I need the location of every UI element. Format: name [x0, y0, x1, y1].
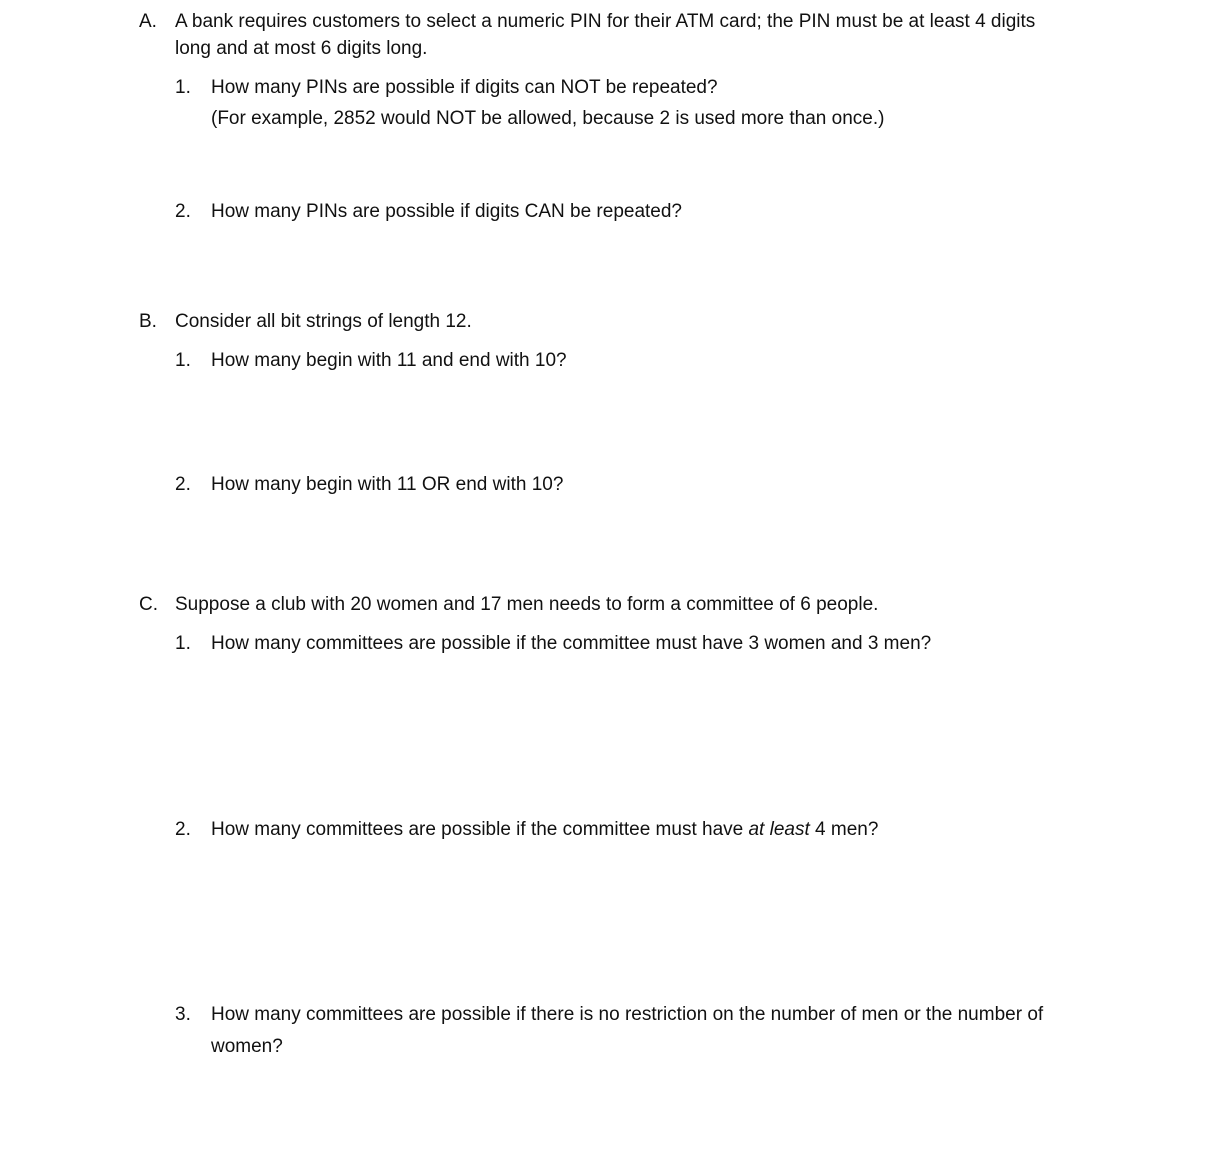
- section-b-text: Consider all bit strings of length 12.: [175, 311, 472, 332]
- question-b1-number: 1.: [175, 350, 191, 371]
- question-c3-text-line1: How many committees are possible if there is no restriction on the number of men or the number of: [211, 1004, 1044, 1025]
- question-b1-text: How many begin with 11 and end with 10?: [211, 350, 567, 371]
- section-a-text-line2: long and at most 6 digits long.: [175, 38, 428, 59]
- question-c2-text-before: How many committees are possible if the committee must have: [211, 819, 749, 840]
- question-b2-number: 2.: [175, 474, 191, 495]
- question-a1-number: 1.: [175, 77, 191, 98]
- section-b-letter: B.: [139, 311, 157, 332]
- question-c2-number: 2.: [175, 819, 191, 840]
- question-c1-number: 1.: [175, 633, 191, 654]
- section-c-letter: C.: [139, 594, 158, 615]
- question-c1-text: How many committees are possible if the committee must have 3 women and 3 men?: [211, 633, 932, 654]
- section-a-text-line1: A bank requires customers to select a numeric PIN for their ATM card; the PIN must be at least 4 digits: [175, 11, 1036, 32]
- question-c2-emphasis: at least: [748, 819, 810, 840]
- question-a1-text: How many PINs are possible if digits can NOT be repeated?: [211, 77, 718, 98]
- question-b2-text: How many begin with 11 OR end with 10?: [211, 474, 564, 495]
- section-c-text: Suppose a club with 20 women and 17 men needs to form a committee of 6 people.: [175, 594, 879, 615]
- question-c2-text-after: 4 men?: [809, 819, 879, 840]
- question-c3-text-line2: women?: [211, 1036, 283, 1057]
- question-a2-number: 2.: [175, 201, 191, 222]
- question-c3-number: 3.: [175, 1004, 191, 1025]
- section-a-letter: A.: [139, 11, 157, 32]
- question-a1-note: (For example, 2852 would NOT be allowed, because 2 is used more than once.): [211, 108, 885, 129]
- question-a2-text: How many PINs are possible if digits CAN be repeated?: [211, 201, 683, 222]
- question-c2-text: [211, 820, 878, 839]
